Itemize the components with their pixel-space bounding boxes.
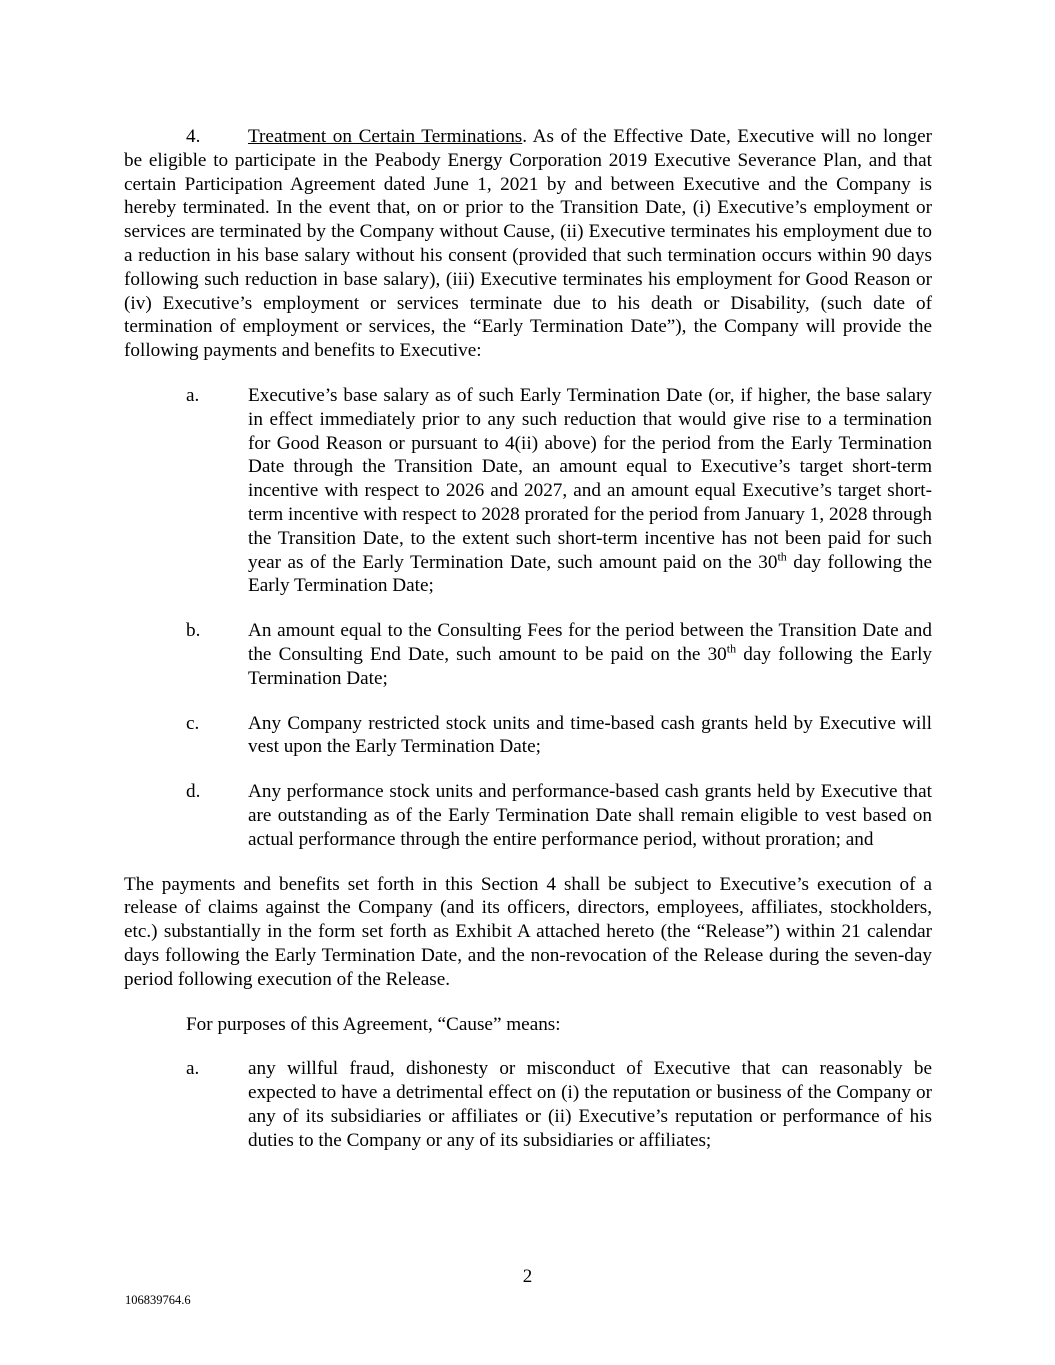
item-text: any willful fraud, dishonesty or misconduct of Executive that can reasonably be expected to have a detrimental effect on (i) the reputation or business of the Company or any of its subsidiaries or affiliates or (ii) Executive’s reputation or performance of his duties to the Company or any of its subsidiaries or affiliates; [248,1058,932,1151]
document-id: 106839764.6 [125,1293,191,1307]
list-item [124,780,932,851]
list-item [124,619,932,690]
item-text: Executive’s base salary as of such Early Termination Date (or, if higher, the base salary in effect immediately prior to any such reduction that would give rise to a termination for Good Reason or pursuant to 4(ii) above) for the period from the Early Termination Date through the Transition Date, an amount equal to Executive’s target short-term incentive with respect to 2026 and 2027, and an amount equal Executive’s target short-term incentive with respect to 2028 prorated for the period from January 1, 2028 through the Transition Date, to the extent such short-term incentive has not been paid for such year as of the Early Termination Date, such amount paid on the 30th day following the Early Termination Date; [248,384,932,597]
item-text: Any performance stock units and performance-based cash grants held by Executive that are outstanding as of the Early Termination Date shall remain eligible to vest based on actual performance through the entire performance period, without proration; and [248,781,932,850]
cause-intro: For purposes of this Agreement, “Cause” means: [186,1013,561,1035]
list-item [124,1057,932,1152]
item-letter: a. [186,1058,200,1080]
item-letter: c. [186,712,200,734]
section-body: . As of the Effective Date, Executive will no longer be eligible to participate in the Peabody Energy Corporation 2019 Executive Severance Plan, and that certain Participation Agreement dated June 1, 2021 by and between Executive and the Company is hereby terminated. In the event that, on or prior to the Transition Date, (i) Executive’s employment or services are terminated by the Company without Cause, (ii) Executive terminates his employment due to a reduction in his base salary without his consent (provided that such termination occurs within 90 days following such reduction in base salary), (iii) Executive terminates his employment for Good Reason or (iv) Executive’s employment or services terminate due to his death or Disability, (such date of termination of employment or services, the “Early Termination Date”), the Company will provide the following payments and benefits to Executive: [124,126,932,362]
list-item [124,712,932,760]
item-text: An amount equal to the Consulting Fees for the period between the Transition Date and the Consulting End Date, such amount to be paid on the 30th day following the Early Termination Date; [248,620,933,689]
item-text: Any Company restricted stock units and time-based cash grants held by Executive will vest upon the Early Termination Date; [248,712,932,758]
item-letter: a. [186,384,200,406]
release-paragraph: The payments and benefits set forth in this Section 4 shall be subject to Executive’s execution of a release of claims against the Company (and its officers, directors, employees, affiliates, stockholders, etc.) substantially in the form set forth as Exhibit A attached hereto (the “Release”) within 21 calendar days following the Early Termination Date, and the non-revocation of the Release during the seven-day period following execution of the Release. [124,873,932,990]
page-number: 2 [522,1266,533,1287]
section-4-paragraph [124,125,932,363]
item-letter: b. [186,620,201,642]
benefits-list [124,384,932,852]
item-letter: d. [186,781,201,803]
section-heading: Treatment on Certain Terminations [248,126,523,147]
document-body [124,125,932,1152]
list-item [124,384,932,598]
cause-list [124,1057,932,1152]
section-number: 4. [186,126,201,147]
